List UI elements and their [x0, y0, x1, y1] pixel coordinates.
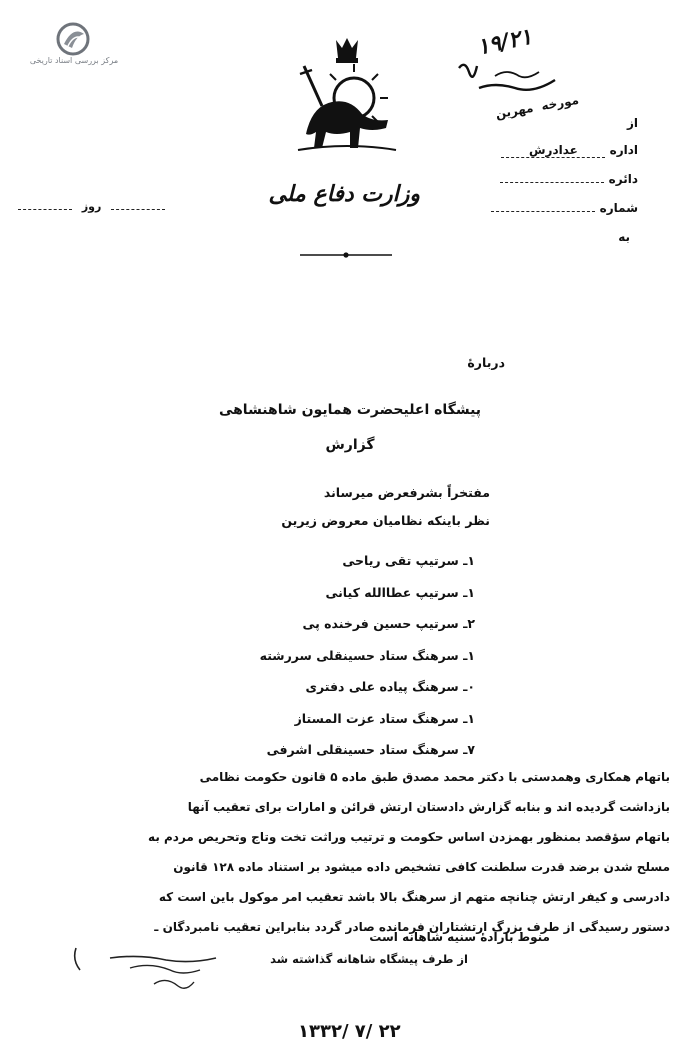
- list-item: ۱ـ سرهنگ ستاد عزت المستاز: [294, 710, 475, 726]
- handwritten-date-label: مورخه: [540, 92, 580, 114]
- department-label: اداره: [609, 143, 638, 157]
- address-line: پیشگاه اعلیحضرت همایون شاهنشاهی: [218, 402, 482, 418]
- paragraph-line: دستور رسیدگی از طرف بزرگ ارتشتاران فرمانده صادر گردد بنابراین تعقیب نامبردگان ـ: [154, 920, 670, 934]
- header-from: [627, 116, 638, 130]
- list-item: ۱ـ سرتیپ تقی ریاحی: [342, 553, 475, 568]
- from-label: از: [626, 116, 638, 130]
- header-office: [496, 172, 638, 186]
- archive-name: مرکز بررسی اسناد تاریخی: [29, 56, 119, 65]
- header-to: [618, 230, 630, 244]
- footer-date-number: ۱۳۳۲/ ۷/ ۲۲: [298, 1021, 401, 1042]
- intro-line-1: مفتخراً بشرفعرض میرساند: [323, 485, 490, 500]
- handwritten-name: مهرین: [494, 100, 535, 122]
- department-value: عدادرش: [501, 143, 605, 158]
- date-field: [12, 200, 171, 213]
- number-value: [491, 211, 595, 212]
- handwritten-number: ۱۹/۲۱: [475, 24, 535, 61]
- intro-line-2: نظر باینکه نظامیان معروض زیرین: [281, 513, 490, 528]
- paragraph-line: بازداشت گردیده اند و بنابه گزارش دادستان ارتش قرائن و امارات برای تعقیب آنها: [187, 800, 670, 814]
- closing-note: منوط بارادهٔ سنیه شاهانه است: [369, 930, 550, 944]
- archive-seal-icon: [54, 22, 92, 56]
- list-item: ۱ـ سرهنگ ستاد حسینقلی سررشته: [259, 647, 475, 663]
- date-label: روز: [81, 200, 102, 213]
- ministry-title: وزارت دفاع ملی: [268, 182, 420, 207]
- body-paragraph: [30, 762, 670, 942]
- list-item: ۲ـ سرتیپ حسین فرخنده پی: [302, 616, 475, 631]
- handwritten-scrawl: [455, 58, 565, 98]
- office-value: [500, 182, 604, 183]
- list-item: ۱ـ سرتیپ عطاالله کیانی: [325, 584, 475, 600]
- paragraph-line: باتهام همکاری وهمدستی با دکتر محمد مصدق طبق ماده ۵ قانون حکومت نظامی: [199, 770, 670, 784]
- header-department: [497, 143, 638, 158]
- subject-label: دربارهٔ: [467, 355, 505, 370]
- paragraph-line: مسلح شدن برضد قدرت سلطنت کافی تشخیص داده میشود بر استناد ماده ۱۲۸ قانون: [173, 860, 670, 874]
- date-blank-right: [111, 209, 165, 210]
- lion-and-sun-crown-emblem-icon: [292, 36, 402, 156]
- list-item: ۰ـ سرهنگ پیاده علی دفتری: [305, 679, 475, 694]
- officer-list: [175, 545, 475, 766]
- header-number: [487, 201, 638, 215]
- handwritten-reference: [455, 24, 580, 122]
- number-label: شماره: [599, 201, 638, 215]
- royal-endorsement-note: از طرف پیشگاه شاهانه گذاشته شد: [270, 952, 468, 966]
- paragraph-line: باتهام سؤقصد بمنظور بهمزدن اساس حکومت و ترتیب وراثت تخت وتاج وتحریص مردم به: [148, 830, 670, 844]
- handwritten-signature: [70, 940, 220, 995]
- report-title: گزارش: [325, 437, 375, 453]
- date-blank-left: [18, 209, 72, 210]
- office-label: دائره: [608, 172, 638, 186]
- paragraph-line: دادرسی و کیفر ارتش چنانچه متهم از سرهنگ بالا باشد تعقیب امر موکول باین است که: [158, 890, 670, 904]
- list-item: ۷ـ سرهنگ ستاد حسینقلی اشرفی: [266, 742, 475, 757]
- to-label: به: [618, 230, 630, 244]
- title-ornament-rule: [300, 252, 392, 258]
